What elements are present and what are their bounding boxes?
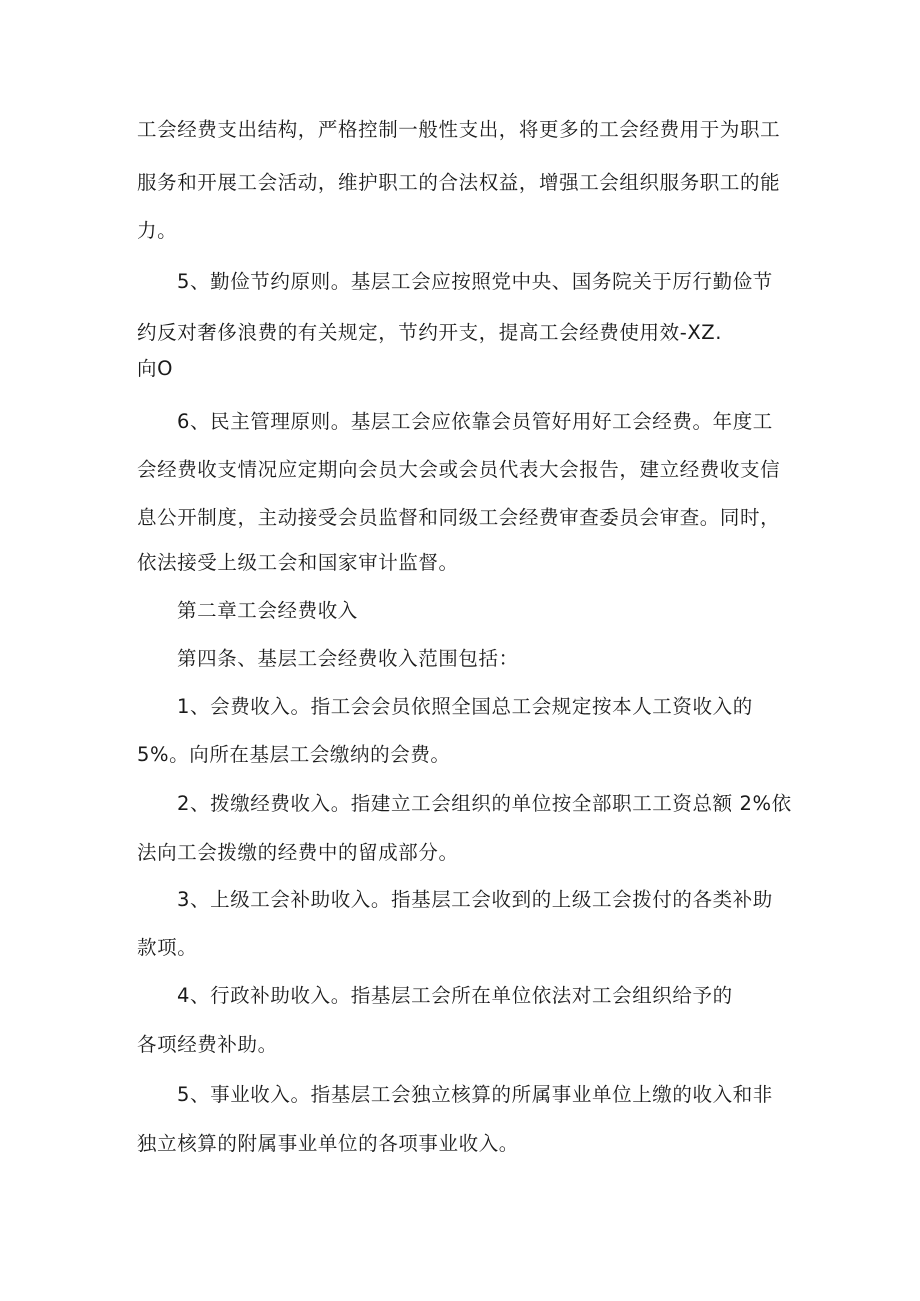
text-line: 3、上级工会补助收入。指基层工会收到的上级工会拨付的各类补助 — [177, 888, 773, 911]
text-line: 2、拨缴经费收入。指建立工会组织的单位按全部职工工资总额 2%依 — [177, 792, 792, 815]
text-line: 息公开制度，主动接受会员监督和同级工会经费审查委员会审查。同时， — [137, 506, 781, 529]
text-line: 5%。向所在基层工会缴纳的会费。 — [137, 743, 451, 766]
text-line: 独立核算的附属事业单位的各项事业收入。 — [137, 1132, 519, 1155]
text-line: 款项。 — [137, 936, 198, 959]
text-line: 约反对奢侈浪费的有关规定，节约开支，提高工会经费使用效-XZ. — [137, 321, 723, 344]
text-line: 6、民主管理原则。基层工会应依靠会员管好用好工会经费。年度工 — [177, 410, 773, 433]
article-heading: 第四条、基层工会经费收入范围包括： — [177, 647, 519, 670]
text-line: 法向工会拨缴的经费中的留成部分。 — [137, 841, 459, 864]
text-line: 服务和开展工会活动，维护职工的合法权益，增强工会组织服务职工的能 — [137, 171, 781, 194]
text-line: 5、勤俭节约原则。基层工会应按照党中央、国务院关于厉行勤俭节 — [177, 270, 773, 293]
text-line: 会经费收支情况应定期向会员大会或会员代表大会报告，建立经费收支信 — [137, 458, 781, 481]
chapter-heading: 第二章工会经费收入 — [177, 599, 358, 622]
text-line: 5、事业收入。指基层工会独立核算的所属事业单位上缴的收入和非 — [177, 1083, 773, 1106]
text-line: 各项经费补助。 — [137, 1033, 278, 1056]
text-line: 4、行政补助收入。指基层工会所在单位依法对工会组织给予的 — [177, 984, 733, 1007]
text-line: 力。 — [137, 219, 178, 242]
text-line: 依法接受上级工会和国家审计监督。 — [137, 551, 459, 574]
text-line: 向O — [137, 357, 174, 380]
text-line: 1、会费收入。指工会会员依照全国总工会规定按本人工资收入的 — [177, 695, 753, 718]
text-line: 工会经费支出结构，严格控制一般性支出，将更多的工会经费用于为职工 — [137, 118, 781, 141]
